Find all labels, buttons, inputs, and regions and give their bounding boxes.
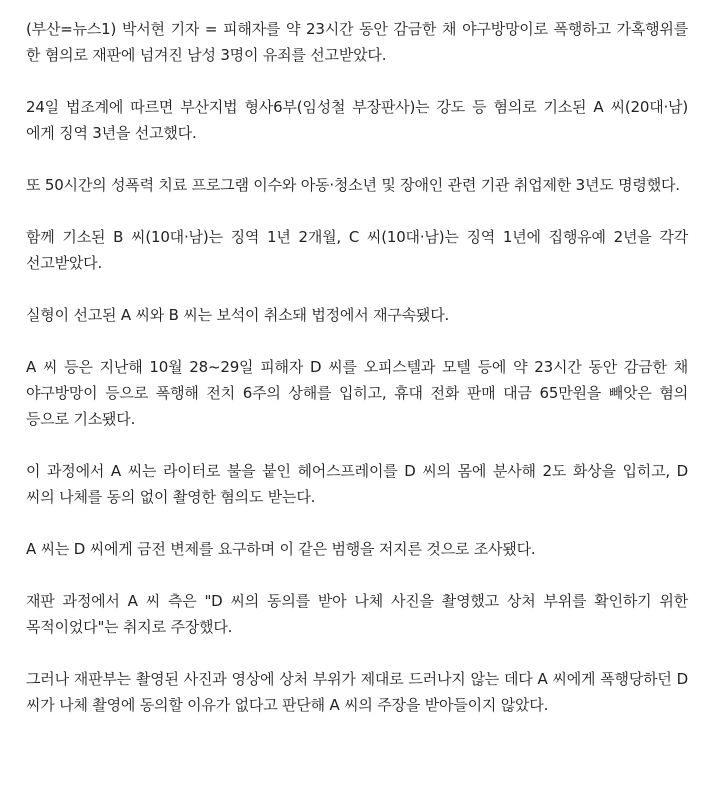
paragraph: 실형이 선고된 A 씨와 B 씨는 보석이 취소돼 법정에서 재구속됐다. bbox=[26, 306, 450, 324]
paragraph: 그러나 재판부는 촬영된 사진과 영상에 상처 부위가 제대로 드러나지 않는 데다 A 씨에게 폭행당하던 D 씨가 나체 촬영에 동의할 이유가 없다고 판단해 A 씨의 주장을 받아들이지 않았다. bbox=[26, 670, 688, 714]
paragraph: A 씨는 D 씨에게 금전 변제를 요구하며 이 같은 범행을 저지른 것으로 조사됐다. bbox=[26, 540, 536, 558]
paragraph-lead: (부산=뉴스1) 박서현 기자 = 피해자를 약 23시간 동안 감금한 채 야구방망이로 폭행하고 가혹행위를 한 혐의로 재판에 넘겨진 남성 3명이 유죄를 선고받았다. bbox=[26, 20, 688, 64]
paragraph: 재판 과정에서 A 씨 측은 "D 씨의 동의를 받아 나체 사진을 촬영했고 상처 부위를 확인하기 위한 목적이었다"는 취지로 주장했다. bbox=[26, 592, 688, 636]
paragraph: 이 과정에서 A 씨는 라이터로 불을 붙인 헤어스프레이를 D 씨의 몸에 분사해 2도 화상을 입히고, D 씨의 나체를 동의 없이 촬영한 혐의도 받는다. bbox=[26, 462, 688, 506]
paragraph: 또 50시간의 성폭력 치료 프로그램 이수와 아동·청소년 및 장애인 관련 기관 취업제한 3년도 명령했다. bbox=[26, 176, 680, 194]
paragraph: A 씨 등은 지난해 10월 28~29일 피해자 D 씨를 오피스텔과 모텔 등에 약 23시간 동안 감금한 채 야구방망이 등으로 폭행해 전치 6주의 상해를 입히고, 휴대 전화 판매 대금 65만원을 빼앗은 혐의 등으로 기소됐다. bbox=[26, 358, 688, 428]
paragraph: 24일 법조계에 따르면 부산지법 형사6부(임성철 부장판사)는 강도 등 혐의로 기소된 A 씨(20대·남)에게 징역 3년을 선고했다. bbox=[26, 98, 688, 142]
paragraph: 함께 기소된 B 씨(10대·남)는 징역 1년 2개월, C 씨(10대·남)는 징역 1년에 집행유예 2년을 각각 선고받았다. bbox=[26, 228, 688, 272]
